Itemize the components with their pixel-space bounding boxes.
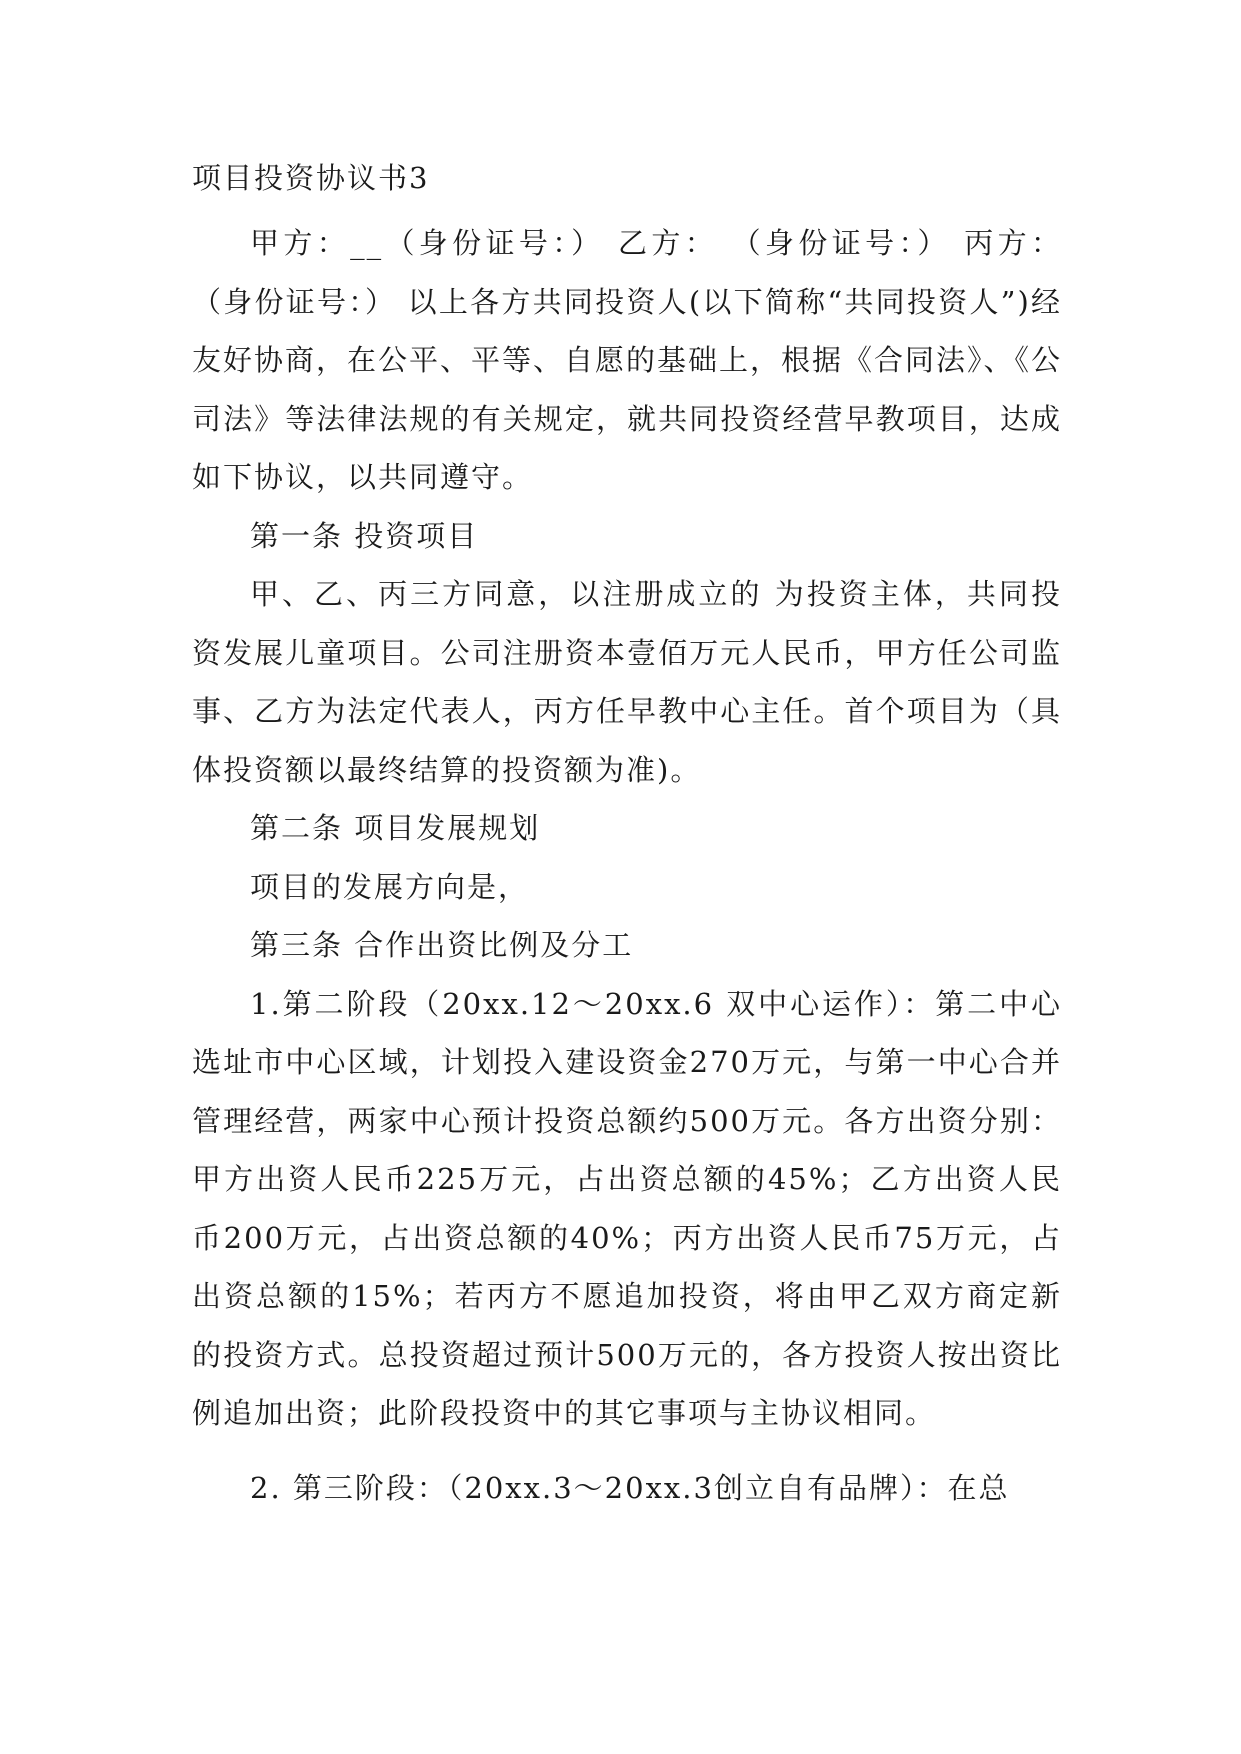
parties-paragraph: 甲方：__（身份证号：） 乙方： （身份证号：） 丙方： （身份证号：） 以上各方共同投资人(以下简称“共同投资人”)经友好协商，在公平、平等、自愿的基础上，根据《合同法》、《公司法》等法律法规的有关规定，就共同投资经营早教项目，达成如下协议，以共同遵守。 [192, 226, 1063, 494]
article-1-body: 甲、乙、丙三方同意，以注册成立的 为投资主体，共同投资发展儿童项目。公司注册资本壹佰万元人民币，甲方任公司监事、乙方为法定代表人，丙方任早教中心主任。首个项目为（具体投资额以最终结算的投资额为准)。 [192, 577, 1062, 787]
article-2-heading: 第二条 项目发展规划 [250, 811, 541, 845]
document-title: 项目投资协议书3 [192, 161, 430, 195]
article-3-item-1: 1.第二阶段（20xx.12～20xx.6 双中心运作）：第二中心选址市中心区域，计划投入建设资金270万元，与第一中心合并管理经营，两家中心预计投资总额约500万元。各方出资分别：甲方出资人民币225万元，占出资总额的45%；乙方出资人民币200万元，占出资总额的40%；丙方出资人民币75万元，占出资总额的15%；若丙方不愿追加投资，将由甲乙双方商定新的投资方式。总投资超过预计500万元的，各方投资人按出资比例追加出资；此阶段投资中的其它事项与主协议相同。 [192, 986, 1062, 1430]
article-3-heading: 第三条 合作出资比例及分工 [250, 928, 634, 962]
document-page [192, 158, 1062, 1517]
article-1-heading: 第一条 投资项目 [250, 518, 479, 553]
article-3-item-2: 2. 第三阶段：（20xx.3～20xx.3创立自有品牌）：在总 [250, 1470, 1010, 1505]
article-2-body: 项目的发展方向是， [250, 869, 530, 904]
